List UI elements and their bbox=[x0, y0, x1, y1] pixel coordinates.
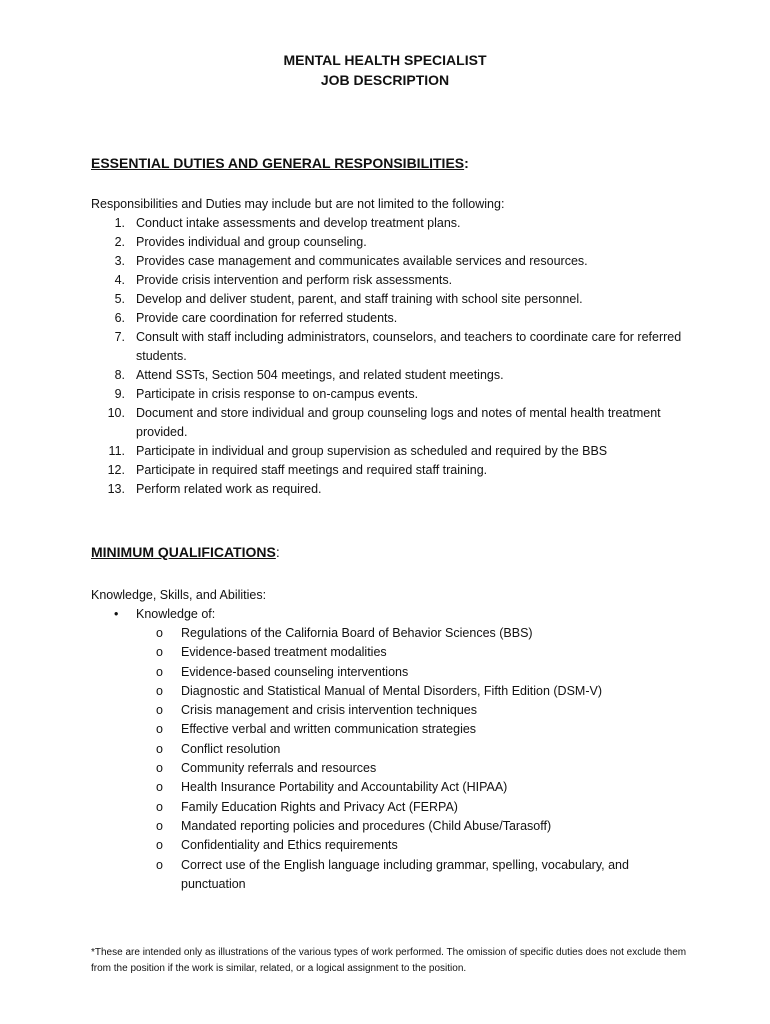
list-item-text: Conflict resolution bbox=[181, 741, 281, 756]
list-item-text: Evidence-based treatment modalities bbox=[181, 645, 387, 660]
title-line-2: JOB DESCRIPTION bbox=[320, 72, 450, 88]
essential-duties-list bbox=[91, 214, 691, 499]
list-item-text: Document and store individual and group counseling logs and notes of mental health treatment provided. bbox=[136, 406, 661, 439]
circle-bullet-icon: o bbox=[156, 645, 163, 660]
circle-bullet-icon: o bbox=[156, 838, 163, 853]
list-item-text: Attend SSTs, Section 504 meetings, and related student meetings. bbox=[136, 368, 504, 382]
list-item bbox=[91, 252, 691, 271]
list-item bbox=[91, 366, 691, 385]
list-item bbox=[156, 798, 696, 817]
knowledge-bullet bbox=[114, 605, 215, 624]
list-item bbox=[156, 778, 696, 797]
circle-bullet-icon: o bbox=[156, 761, 163, 776]
list-item bbox=[91, 309, 691, 328]
list-item-number: 10. bbox=[107, 406, 125, 420]
list-item bbox=[156, 663, 696, 682]
circle-bullet-icon: o bbox=[156, 818, 163, 833]
list-item bbox=[156, 740, 696, 759]
list-item bbox=[91, 271, 691, 290]
list-item bbox=[91, 404, 691, 442]
title-line-1: MENTAL HEALTH SPECIALIST bbox=[283, 52, 487, 68]
ksa-intro: Knowledge, Skills, and Abilities: bbox=[91, 588, 267, 602]
list-item bbox=[91, 385, 691, 404]
circle-bullet-icon: o bbox=[156, 664, 163, 679]
list-item bbox=[156, 720, 696, 739]
list-item-text: Crisis management and crisis intervention techniques bbox=[181, 703, 477, 718]
list-item bbox=[91, 442, 691, 461]
list-item-number: 3. bbox=[114, 254, 125, 268]
list-item-text: Effective verbal and written communication strategies bbox=[181, 722, 477, 737]
list-item-number: 9. bbox=[114, 387, 125, 401]
circle-bullet-icon: o bbox=[156, 799, 163, 814]
list-item bbox=[156, 643, 696, 662]
list-item-text: Evidence-based counseling interventions bbox=[181, 664, 409, 679]
circle-bullet-icon: o bbox=[156, 780, 163, 795]
list-item bbox=[156, 701, 696, 720]
minimum-qualifications-heading-text: MINIMUM QUALIFICATIONS bbox=[91, 544, 276, 560]
list-item-text: Provide care coordination for referred students. bbox=[136, 311, 398, 325]
list-item-text: Participate in individual and group supervision as scheduled and required by the BBS bbox=[136, 444, 608, 458]
list-item-number: 13. bbox=[107, 482, 125, 496]
list-item-text: Mandated reporting policies and procedures (Child Abuse/Tarasoff) bbox=[181, 818, 552, 833]
circle-bullet-icon: o bbox=[156, 722, 163, 737]
list-item bbox=[91, 461, 691, 480]
list-item-number: 7. bbox=[114, 330, 125, 344]
circle-bullet-icon: o bbox=[156, 626, 163, 640]
list-item-number: 5. bbox=[114, 292, 125, 306]
list-item-text: Regulations of the California Board of Behavior Sciences (BBS) bbox=[181, 626, 533, 640]
list-item-text: Develop and deliver student, parent, and staff training with school site personnel. bbox=[136, 292, 583, 306]
list-item-text: Provide crisis intervention and perform risk assessments. bbox=[136, 273, 453, 287]
list-item-text: Correct use of the English language including grammar, spelling, vocabulary, and punctuation bbox=[181, 857, 629, 891]
knowledge-label: Knowledge of: bbox=[136, 607, 216, 621]
list-item-number: 6. bbox=[114, 311, 125, 325]
list-item-number: 2. bbox=[114, 235, 125, 249]
circle-bullet-icon: o bbox=[156, 741, 163, 756]
essential-duties-heading-colon: : bbox=[464, 155, 469, 171]
list-item-text: Community referrals and resources bbox=[181, 761, 377, 776]
list-item-number: 11. bbox=[108, 444, 125, 458]
list-item-text: Participate in required staff meetings and required staff training. bbox=[136, 463, 488, 477]
list-item-number: 8. bbox=[114, 368, 125, 382]
list-item bbox=[91, 214, 691, 233]
footnote: *These are intended only as illustrations of the various types of work performed. The omission of specific duties does not exclude them from the position if the work is similar, related, or a logical assignment to the position. bbox=[91, 947, 687, 974]
essential-duties-intro: Responsibilities and Duties may include but are not limited to the following: bbox=[91, 197, 505, 211]
list-item-text: Participate in crisis response to on-campus events. bbox=[136, 387, 419, 401]
document-title bbox=[0, 50, 770, 90]
circle-bullet-icon: o bbox=[156, 683, 163, 698]
list-item bbox=[156, 682, 696, 701]
circle-bullet-icon: o bbox=[156, 703, 163, 718]
knowledge-list bbox=[156, 624, 696, 894]
list-item-text: Provides individual and group counseling. bbox=[136, 235, 367, 249]
list-item-text: Family Education Rights and Privacy Act (FERPA) bbox=[181, 799, 458, 814]
list-item-text: Health Insurance Portability and Accountability Act (HIPAA) bbox=[181, 780, 508, 795]
list-item-number: 12. bbox=[107, 463, 125, 477]
essential-duties-heading bbox=[91, 153, 469, 173]
bullet-icon: • bbox=[114, 607, 119, 621]
list-item bbox=[156, 817, 696, 836]
list-item-number: 4. bbox=[114, 273, 125, 287]
list-item-number: 1. bbox=[114, 216, 125, 230]
minimum-qualifications-heading-colon: : bbox=[275, 544, 280, 560]
list-item bbox=[91, 328, 691, 366]
list-item bbox=[91, 480, 691, 499]
list-item bbox=[156, 759, 696, 778]
essential-duties-heading-text: ESSENTIAL DUTIES AND GENERAL RESPONSIBILITIES bbox=[91, 155, 465, 171]
list-item bbox=[91, 233, 691, 252]
list-item-text: Diagnostic and Statistical Manual of Mental Disorders, Fifth Edition (DSM-V) bbox=[181, 683, 602, 698]
list-item bbox=[156, 624, 696, 643]
list-item-text: Conduct intake assessments and develop treatment plans. bbox=[136, 216, 461, 230]
list-item bbox=[156, 836, 696, 855]
list-item bbox=[91, 290, 691, 309]
list-item-text: Confidentiality and Ethics requirements bbox=[181, 838, 398, 853]
circle-bullet-icon: o bbox=[156, 857, 163, 872]
minimum-qualifications-heading bbox=[91, 542, 280, 562]
list-item-text: Consult with staff including administrators, counselors, and teachers to coordinate care for referred students. bbox=[136, 330, 682, 363]
list-item-text: Perform related work as required. bbox=[136, 482, 322, 496]
list-item-text: Provides case management and communicates available services and resources. bbox=[136, 254, 588, 268]
list-item bbox=[156, 856, 696, 895]
